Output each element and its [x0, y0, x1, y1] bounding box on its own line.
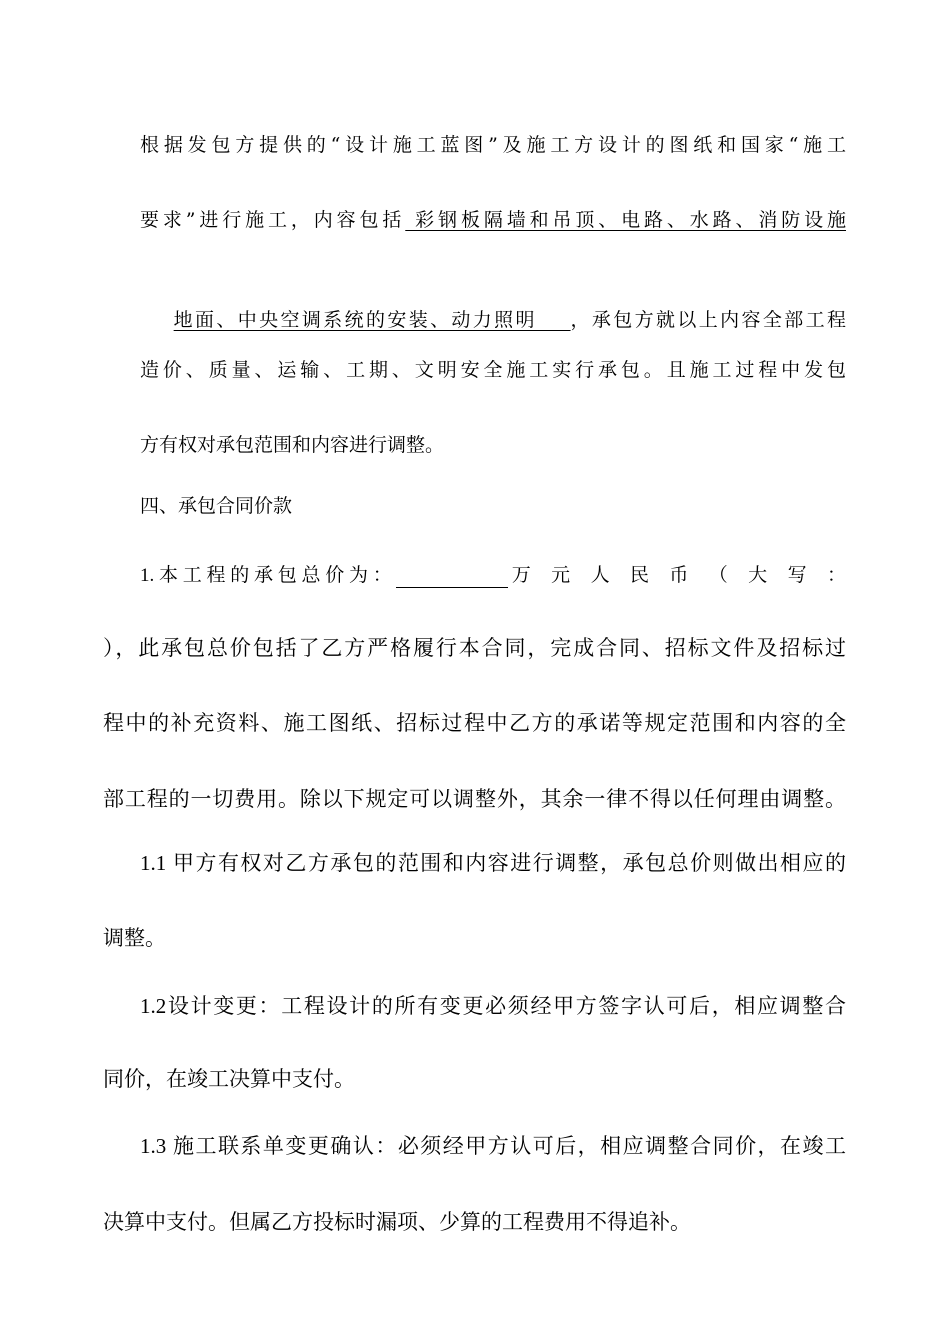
price-item-suffix: 万 元 人 民 币 （ 大 写 ：: [511, 565, 846, 586]
section-heading: 四、承包合同价款: [140, 495, 293, 517]
price-item-prefix: 1. 本 工 程 的 承 包 总 价 为 ：: [140, 565, 392, 586]
price-item-line-2: ），此承包总价包括了乙方严格履行本合同，完成合同、招标文件及招标过: [103, 636, 846, 660]
item-1-1-line-2: 调整。: [103, 926, 166, 950]
item-1-3-line-2: 决算中支付。但属乙方投标时漏项、少算的工程费用不得追补。: [103, 1210, 691, 1234]
scope-line-4: 造价、质量、运输、工期、文明安全施工实行承包。且施工过程中发包: [140, 359, 846, 381]
item-1-3-line-1: 1.3 施工联系单变更确认：必须经甲方认可后，相应调整合同价，在竣工: [140, 1134, 846, 1158]
scope-content-underlined-cont: 地面、中央空调系统的安装、动力照明: [173, 309, 571, 331]
price-item-line-4: 部工程的一切费用。除以下规定可以调整外，其余一律不得以任何理由调整。: [103, 787, 846, 811]
scope-line-3: [140, 284, 846, 356]
scope-line-5: 方有权对承包范围和内容进行调整。: [140, 434, 445, 456]
price-item-line-3: 程中的补充资料、施工图纸、招标过程中乙方的承诺等规定范围和内容的全: [103, 711, 846, 735]
item-1-2-line-2: 同价，在竣工决算中支付。: [103, 1067, 355, 1091]
item-1-1-line-1: 1.1 甲方有权对乙方承包的范围和内容进行调整，承包总价则做出相应的: [140, 851, 846, 875]
scope-line-3-suffix: ，承包方就以上内容全部工程: [570, 309, 846, 331]
total-price-blank: [396, 565, 508, 588]
scope-line-2: [140, 208, 846, 232]
scope-content-underlined: 彩钢板隔墙和吊顶、电路、水路、消防设施: [405, 209, 846, 231]
scope-line-1: 根据发包方提供的“设计施工蓝图”及施工方设计的图纸和国家“施工: [140, 134, 846, 156]
item-1-2-line-1: 1.2设计变更：工程设计的所有变更必须经甲方签字认可后，相应调整合: [140, 994, 846, 1018]
price-item-line-1: [140, 564, 846, 588]
scope-line-2-prefix: 要求”进行施工，内容包括: [140, 209, 406, 231]
